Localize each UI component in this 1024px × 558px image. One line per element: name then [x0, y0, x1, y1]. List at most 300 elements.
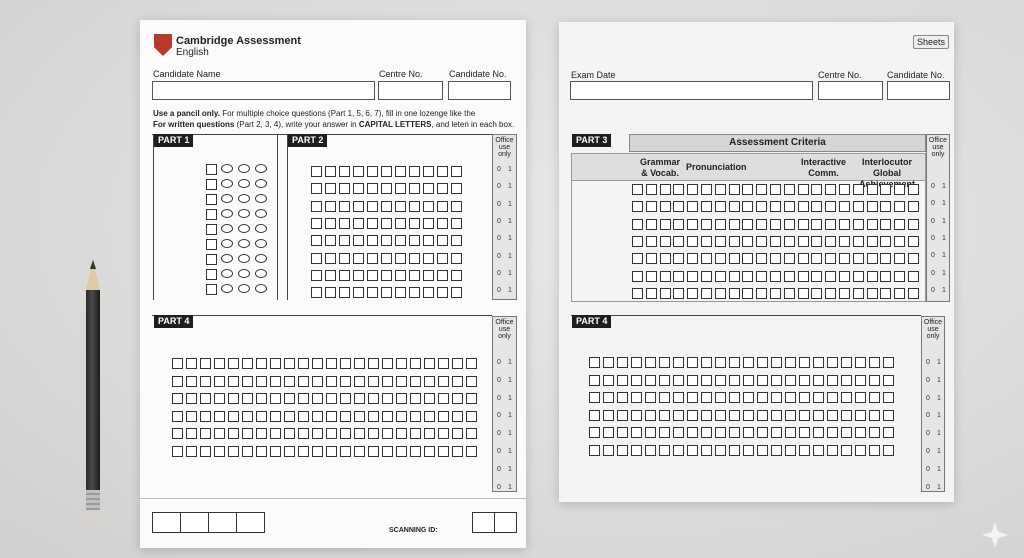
- answer-box[interactable]: [589, 392, 600, 403]
- answer-box[interactable]: [382, 376, 393, 387]
- answer-box[interactable]: [701, 288, 712, 299]
- answer-box[interactable]: [715, 236, 726, 247]
- answer-box[interactable]: [270, 376, 281, 387]
- answer-box[interactable]: [325, 235, 336, 246]
- answer-box[interactable]: [813, 445, 824, 456]
- answer-box[interactable]: [589, 375, 600, 386]
- answer-box[interactable]: [424, 393, 435, 404]
- answer-box[interactable]: [270, 428, 281, 439]
- answer-box[interactable]: [200, 428, 211, 439]
- answer-box[interactable]: [799, 392, 810, 403]
- answer-box[interactable]: [784, 253, 795, 264]
- answer-box[interactable]: [701, 357, 712, 368]
- answer-box[interactable]: [880, 219, 891, 230]
- answer-box[interactable]: [312, 411, 323, 422]
- answer-box[interactable]: [631, 375, 642, 386]
- answer-box[interactable]: [798, 271, 809, 282]
- answer-box[interactable]: [617, 410, 628, 421]
- answer-box[interactable]: [757, 357, 768, 368]
- answer-box[interactable]: [339, 253, 350, 264]
- answer-box[interactable]: [839, 271, 850, 282]
- candidate-name-field[interactable]: [152, 81, 375, 100]
- answer-box[interactable]: [827, 410, 838, 421]
- answer-box[interactable]: [409, 166, 420, 177]
- answer-box[interactable]: [214, 411, 225, 422]
- answer-box[interactable]: [825, 288, 836, 299]
- answer-box[interactable]: [353, 183, 364, 194]
- answer-box[interactable]: [339, 235, 350, 246]
- answer-lozenge[interactable]: [255, 179, 267, 188]
- answer-box[interactable]: [715, 184, 726, 195]
- answer-box[interactable]: [785, 427, 796, 438]
- answer-box[interactable]: [839, 288, 850, 299]
- answer-box[interactable]: [381, 166, 392, 177]
- answer-box[interactable]: [631, 445, 642, 456]
- answer-box[interactable]: [312, 428, 323, 439]
- answer-box[interactable]: [466, 446, 477, 457]
- answer-box[interactable]: [242, 411, 253, 422]
- answer-box[interactable]: [437, 270, 448, 281]
- answer-box[interactable]: [632, 253, 643, 264]
- answer-lozenge[interactable]: [238, 284, 250, 293]
- answer-lozenge[interactable]: [255, 254, 267, 263]
- answer-box[interactable]: [687, 357, 698, 368]
- answer-box[interactable]: [186, 411, 197, 422]
- answer-box[interactable]: [813, 427, 824, 438]
- answer-box[interactable]: [452, 376, 463, 387]
- answer-box[interactable]: [312, 393, 323, 404]
- answer-box[interactable]: [729, 357, 740, 368]
- answer-box[interactable]: [466, 411, 477, 422]
- answer-box[interactable]: [200, 446, 211, 457]
- answer-box[interactable]: [855, 357, 866, 368]
- answer-box[interactable]: [353, 287, 364, 298]
- answer-box[interactable]: [409, 183, 420, 194]
- answer-box[interactable]: [811, 219, 822, 230]
- answer-box[interactable]: [340, 358, 351, 369]
- answer-box[interactable]: [784, 288, 795, 299]
- answer-box[interactable]: [206, 224, 217, 235]
- answer-box[interactable]: [298, 428, 309, 439]
- answer-lozenge[interactable]: [221, 224, 233, 233]
- answer-box[interactable]: [311, 166, 322, 177]
- answer-box[interactable]: [396, 446, 407, 457]
- answer-box[interactable]: [339, 183, 350, 194]
- answer-box[interactable]: [771, 392, 782, 403]
- answer-box[interactable]: [214, 428, 225, 439]
- answer-box[interactable]: [340, 446, 351, 457]
- answer-box[interactable]: [867, 219, 878, 230]
- answer-box[interactable]: [353, 166, 364, 177]
- answer-box[interactable]: [228, 428, 239, 439]
- answer-box[interactable]: [326, 428, 337, 439]
- answer-box[interactable]: [784, 236, 795, 247]
- answer-box[interactable]: [813, 410, 824, 421]
- answer-box[interactable]: [894, 219, 905, 230]
- answer-box[interactable]: [770, 184, 781, 195]
- answer-box[interactable]: [742, 201, 753, 212]
- answer-box[interactable]: [228, 358, 239, 369]
- answer-box[interactable]: [256, 393, 267, 404]
- answer-box[interactable]: [589, 410, 600, 421]
- answer-box[interactable]: [729, 201, 740, 212]
- answer-box[interactable]: [715, 271, 726, 282]
- answer-box[interactable]: [770, 253, 781, 264]
- answer-box[interactable]: [451, 287, 462, 298]
- answer-box[interactable]: [883, 357, 894, 368]
- answer-box[interactable]: [673, 375, 684, 386]
- answer-box[interactable]: [311, 201, 322, 212]
- answer-box[interactable]: [841, 445, 852, 456]
- answer-box[interactable]: [617, 392, 628, 403]
- answer-box[interactable]: [228, 376, 239, 387]
- answer-box[interactable]: [395, 287, 406, 298]
- centre-no-field[interactable]: [378, 81, 443, 100]
- answer-box[interactable]: [701, 184, 712, 195]
- answer-box[interactable]: [894, 288, 905, 299]
- answer-box[interactable]: [367, 218, 378, 229]
- answer-box[interactable]: [325, 201, 336, 212]
- answer-box[interactable]: [325, 218, 336, 229]
- answer-box[interactable]: [743, 392, 754, 403]
- answer-box[interactable]: [206, 239, 217, 250]
- answer-box[interactable]: [883, 375, 894, 386]
- answer-box[interactable]: [827, 375, 838, 386]
- answer-box[interactable]: [687, 184, 698, 195]
- answer-box[interactable]: [839, 253, 850, 264]
- answer-box[interactable]: [673, 271, 684, 282]
- answer-box[interactable]: [645, 392, 656, 403]
- answer-box[interactable]: [798, 219, 809, 230]
- answer-box[interactable]: [742, 288, 753, 299]
- answer-box[interactable]: [673, 357, 684, 368]
- answer-box[interactable]: [325, 183, 336, 194]
- answer-box[interactable]: [437, 287, 448, 298]
- answer-box[interactable]: [437, 201, 448, 212]
- answer-lozenge[interactable]: [238, 179, 250, 188]
- answer-box[interactable]: [908, 201, 919, 212]
- answer-box[interactable]: [673, 236, 684, 247]
- answer-box[interactable]: [799, 410, 810, 421]
- answer-box[interactable]: [632, 219, 643, 230]
- answer-box[interactable]: [853, 219, 864, 230]
- answer-lozenge[interactable]: [238, 164, 250, 173]
- answer-box[interactable]: [757, 410, 768, 421]
- answer-box[interactable]: [853, 288, 864, 299]
- answer-box[interactable]: [841, 427, 852, 438]
- answer-box[interactable]: [409, 201, 420, 212]
- answer-box[interactable]: [326, 376, 337, 387]
- answer-lozenge[interactable]: [255, 209, 267, 218]
- answer-box[interactable]: [908, 236, 919, 247]
- answer-box[interactable]: [660, 184, 671, 195]
- answer-box[interactable]: [339, 218, 350, 229]
- answer-box[interactable]: [908, 288, 919, 299]
- answer-box[interactable]: [701, 427, 712, 438]
- answer-box[interactable]: [883, 427, 894, 438]
- answer-box[interactable]: [715, 410, 726, 421]
- answer-box[interactable]: [756, 219, 767, 230]
- answer-box[interactable]: [880, 271, 891, 282]
- answer-box[interactable]: [813, 357, 824, 368]
- answer-box[interactable]: [770, 219, 781, 230]
- answer-box[interactable]: [799, 357, 810, 368]
- answer-box[interactable]: [206, 254, 217, 265]
- answer-box[interactable]: [423, 218, 434, 229]
- answer-box[interactable]: [867, 271, 878, 282]
- answer-box[interactable]: [311, 253, 322, 264]
- answer-box[interactable]: [617, 375, 628, 386]
- answer-box[interactable]: [284, 358, 295, 369]
- answer-box[interactable]: [701, 445, 712, 456]
- answer-box[interactable]: [200, 376, 211, 387]
- answer-box[interactable]: [839, 236, 850, 247]
- answer-box[interactable]: [466, 376, 477, 387]
- answer-box[interactable]: [603, 375, 614, 386]
- answer-box[interactable]: [715, 219, 726, 230]
- answer-box[interactable]: [841, 410, 852, 421]
- answer-box[interactable]: [325, 270, 336, 281]
- answer-lozenge[interactable]: [221, 239, 233, 248]
- answer-box[interactable]: [395, 270, 406, 281]
- answer-box[interactable]: [770, 201, 781, 212]
- answer-box[interactable]: [853, 184, 864, 195]
- answer-box[interactable]: [841, 357, 852, 368]
- answer-box[interactable]: [200, 411, 211, 422]
- answer-box[interactable]: [756, 253, 767, 264]
- answer-box[interactable]: [368, 376, 379, 387]
- answer-box[interactable]: [423, 183, 434, 194]
- answer-box[interactable]: [424, 428, 435, 439]
- answer-box[interactable]: [603, 392, 614, 403]
- candidate-no-field[interactable]: [448, 81, 511, 100]
- answer-box[interactable]: [673, 392, 684, 403]
- answer-box[interactable]: [729, 445, 740, 456]
- answer-box[interactable]: [785, 357, 796, 368]
- answer-box[interactable]: [894, 271, 905, 282]
- answer-box[interactable]: [452, 393, 463, 404]
- answer-box[interactable]: [645, 375, 656, 386]
- answer-box[interactable]: [715, 392, 726, 403]
- answer-box[interactable]: [325, 287, 336, 298]
- answer-box[interactable]: [382, 393, 393, 404]
- answer-box[interactable]: [381, 183, 392, 194]
- answer-box[interactable]: [368, 393, 379, 404]
- answer-box[interactable]: [743, 445, 754, 456]
- answer-box[interactable]: [729, 375, 740, 386]
- answer-box[interactable]: [798, 288, 809, 299]
- answer-box[interactable]: [228, 411, 239, 422]
- answer-box[interactable]: [214, 358, 225, 369]
- answer-box[interactable]: [632, 184, 643, 195]
- answer-box[interactable]: [867, 236, 878, 247]
- answer-box[interactable]: [368, 446, 379, 457]
- answer-box[interactable]: [423, 166, 434, 177]
- answer-box[interactable]: [326, 393, 337, 404]
- answer-box[interactable]: [312, 376, 323, 387]
- answer-box[interactable]: [660, 253, 671, 264]
- answer-box[interactable]: [839, 184, 850, 195]
- answer-box[interactable]: [646, 236, 657, 247]
- answer-box[interactable]: [883, 392, 894, 403]
- answer-box[interactable]: [785, 445, 796, 456]
- answer-box[interactable]: [742, 271, 753, 282]
- answer-box[interactable]: [340, 428, 351, 439]
- answer-box[interactable]: [438, 358, 449, 369]
- answer-box[interactable]: [284, 376, 295, 387]
- answer-box[interactable]: [825, 219, 836, 230]
- answer-box[interactable]: [172, 376, 183, 387]
- answer-box[interactable]: [743, 375, 754, 386]
- answer-box[interactable]: [437, 183, 448, 194]
- exam-date-field[interactable]: [570, 81, 813, 100]
- answer-box[interactable]: [880, 253, 891, 264]
- answer-box[interactable]: [811, 253, 822, 264]
- answer-box[interactable]: [756, 271, 767, 282]
- answer-box[interactable]: [880, 184, 891, 195]
- answer-box[interactable]: [172, 411, 183, 422]
- answer-box[interactable]: [673, 410, 684, 421]
- answer-box[interactable]: [354, 411, 365, 422]
- answer-box[interactable]: [381, 218, 392, 229]
- answer-box[interactable]: [771, 445, 782, 456]
- answer-box[interactable]: [381, 253, 392, 264]
- answer-box[interactable]: [284, 411, 295, 422]
- answer-box[interactable]: [673, 184, 684, 195]
- answer-box[interactable]: [756, 288, 767, 299]
- answer-box[interactable]: [438, 393, 449, 404]
- answer-box[interactable]: [798, 184, 809, 195]
- answer-box[interactable]: [715, 253, 726, 264]
- answer-box[interactable]: [354, 358, 365, 369]
- answer-box[interactable]: [589, 357, 600, 368]
- answer-box[interactable]: [631, 392, 642, 403]
- answer-box[interactable]: [452, 358, 463, 369]
- answer-lozenge[interactable]: [238, 239, 250, 248]
- answer-box[interactable]: [757, 392, 768, 403]
- answer-box[interactable]: [853, 236, 864, 247]
- answer-lozenge[interactable]: [255, 194, 267, 203]
- answer-box[interactable]: [256, 428, 267, 439]
- answer-box[interactable]: [353, 253, 364, 264]
- answer-box[interactable]: [827, 427, 838, 438]
- answer-box[interactable]: [687, 427, 698, 438]
- answer-box[interactable]: [424, 446, 435, 457]
- answer-lozenge[interactable]: [238, 209, 250, 218]
- answer-box[interactable]: [396, 393, 407, 404]
- answer-box[interactable]: [325, 166, 336, 177]
- answer-box[interactable]: [869, 375, 880, 386]
- answer-box[interactable]: [855, 427, 866, 438]
- answer-box[interactable]: [827, 392, 838, 403]
- answer-box[interactable]: [367, 201, 378, 212]
- answer-box[interactable]: [206, 164, 217, 175]
- answer-box[interactable]: [242, 376, 253, 387]
- answer-box[interactable]: [326, 411, 337, 422]
- answer-box[interactable]: [811, 184, 822, 195]
- answer-box[interactable]: [381, 270, 392, 281]
- answer-box[interactable]: [424, 411, 435, 422]
- answer-box[interactable]: [214, 393, 225, 404]
- answer-box[interactable]: [729, 236, 740, 247]
- answer-box[interactable]: [603, 410, 614, 421]
- answer-box[interactable]: [701, 253, 712, 264]
- answer-box[interactable]: [396, 358, 407, 369]
- answer-box[interactable]: [200, 358, 211, 369]
- answer-box[interactable]: [687, 201, 698, 212]
- answer-box[interactable]: [632, 236, 643, 247]
- answer-box[interactable]: [172, 446, 183, 457]
- answer-box[interactable]: [367, 235, 378, 246]
- sheets-button[interactable]: Sheets: [913, 35, 949, 49]
- answer-box[interactable]: [298, 411, 309, 422]
- answer-box[interactable]: [367, 253, 378, 264]
- answer-box[interactable]: [673, 253, 684, 264]
- answer-box[interactable]: [646, 253, 657, 264]
- answer-lozenge[interactable]: [255, 269, 267, 278]
- answer-box[interactable]: [438, 376, 449, 387]
- answer-lozenge[interactable]: [221, 284, 233, 293]
- answer-box[interactable]: [395, 166, 406, 177]
- answer-box[interactable]: [452, 446, 463, 457]
- answer-box[interactable]: [466, 358, 477, 369]
- answer-box[interactable]: [451, 183, 462, 194]
- answer-box[interactable]: [784, 219, 795, 230]
- answer-box[interactable]: [298, 376, 309, 387]
- answer-box[interactable]: [631, 410, 642, 421]
- answer-box[interactable]: [785, 410, 796, 421]
- answer-box[interactable]: [339, 287, 350, 298]
- answer-box[interactable]: [729, 184, 740, 195]
- answer-box[interactable]: [825, 184, 836, 195]
- answer-box[interactable]: [631, 357, 642, 368]
- answer-box[interactable]: [270, 358, 281, 369]
- answer-box[interactable]: [354, 446, 365, 457]
- answer-box[interactable]: [409, 235, 420, 246]
- answer-box[interactable]: [785, 392, 796, 403]
- answer-box[interactable]: [811, 236, 822, 247]
- answer-box[interactable]: [853, 201, 864, 212]
- answer-box[interactable]: [869, 357, 880, 368]
- answer-box[interactable]: [715, 445, 726, 456]
- answer-box[interactable]: [785, 375, 796, 386]
- answer-box[interactable]: [339, 166, 350, 177]
- answer-box[interactable]: [353, 235, 364, 246]
- answer-box[interactable]: [771, 427, 782, 438]
- answer-box[interactable]: [325, 253, 336, 264]
- answer-box[interactable]: [660, 219, 671, 230]
- answer-box[interactable]: [339, 270, 350, 281]
- answer-box[interactable]: [603, 445, 614, 456]
- answer-box[interactable]: [894, 201, 905, 212]
- answer-box[interactable]: [410, 358, 421, 369]
- answer-box[interactable]: [729, 288, 740, 299]
- answer-box[interactable]: [853, 253, 864, 264]
- answer-box[interactable]: [770, 271, 781, 282]
- answer-box[interactable]: [813, 375, 824, 386]
- answer-box[interactable]: [784, 271, 795, 282]
- answer-box[interactable]: [811, 271, 822, 282]
- answer-lozenge[interactable]: [221, 269, 233, 278]
- answer-box[interactable]: [381, 235, 392, 246]
- answer-box[interactable]: [784, 184, 795, 195]
- answer-box[interactable]: [799, 427, 810, 438]
- answer-box[interactable]: [701, 219, 712, 230]
- answer-box[interactable]: [799, 445, 810, 456]
- answer-box[interactable]: [438, 428, 449, 439]
- answer-box[interactable]: [645, 427, 656, 438]
- answer-box[interactable]: [395, 218, 406, 229]
